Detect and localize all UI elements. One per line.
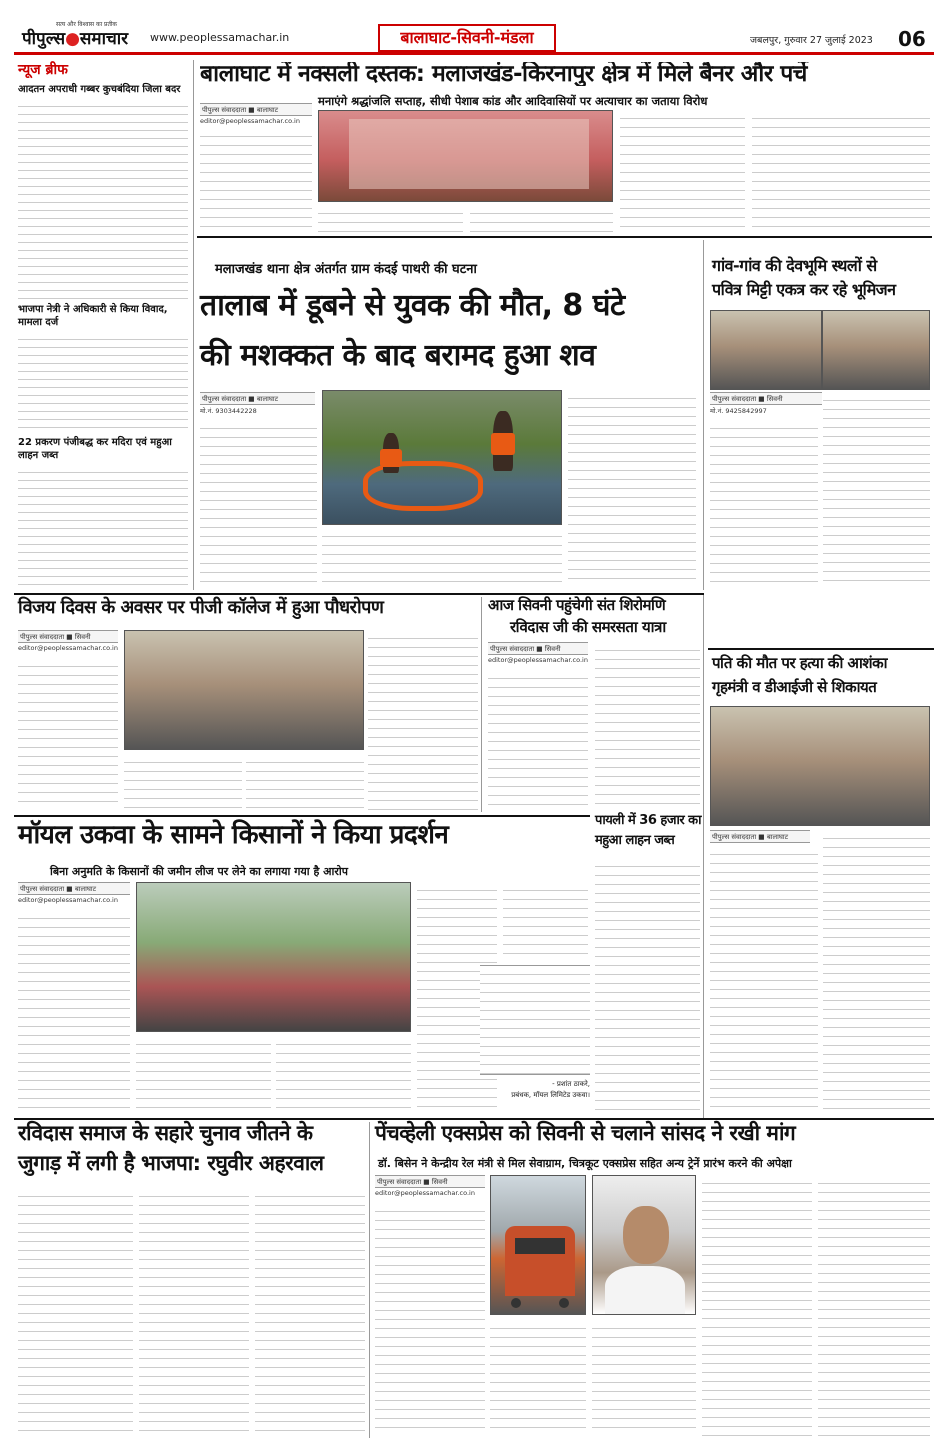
soil-headline-2: पवित्र मिट्टी एकत्र कर रहे भूमिजन — [712, 280, 896, 299]
moil-headline: मॉयल उकवा के सामने किसानों ने किया प्रदर्शन — [18, 820, 449, 850]
section-rule — [14, 593, 704, 595]
husband-body-col2 — [823, 830, 930, 1114]
page-number: 06 — [898, 27, 926, 51]
soil-phone: मो.नं. 9425842997 — [710, 407, 767, 415]
mahua-body — [595, 858, 700, 1110]
website-url: www.peoplessamachar.in — [150, 31, 290, 44]
portrait-shirt — [605, 1266, 685, 1315]
brief-body — [18, 465, 188, 585]
section-rule — [14, 815, 590, 817]
train-photo — [490, 1175, 586, 1315]
express-body-col3 — [592, 1320, 696, 1436]
naxal-banner-photo — [318, 110, 613, 202]
drowning-headline-2: की मशक्कत के बाद बरामद हुआ शव — [200, 338, 596, 373]
soil-photo-right — [822, 310, 930, 390]
moil-body-col1 — [18, 910, 130, 1110]
lead-body-col5 — [752, 110, 930, 228]
brand-tail: समाचार — [79, 29, 129, 49]
brand-logo — [22, 26, 128, 49]
election-headline-2: जुगाड़ में लगी है भाजपा: रघुवीर अहरवाल — [18, 1151, 324, 1175]
lifejacket — [380, 449, 402, 467]
complainants-photo — [710, 706, 930, 826]
drowning-kicker: मलाजखंड थाना क्षेत्र अंतर्गत ग्राम कंदई पाथरी की घटना — [215, 262, 477, 277]
moil-quote-box — [480, 965, 590, 1075]
column-rule — [703, 240, 704, 590]
husband-body-col1 — [710, 846, 818, 1114]
column-rule — [481, 597, 482, 812]
soil-headline-1: गांव-गांव की देवभूमि स्थलों से — [712, 256, 877, 275]
drowning-body-col3 — [568, 390, 696, 582]
moil-body-col2 — [136, 1036, 271, 1110]
rescue-boat-photo — [322, 390, 562, 525]
express-email: editor@peoplessamachar.co.in — [375, 1189, 475, 1197]
vijay-headline: विजय दिवस के अवसर पर पीजी कॉलेज में हुआ पौधरोपण — [18, 597, 384, 618]
protest-photo — [136, 882, 411, 1032]
husband-headline-2: गृहमंत्री व डीआईजी से शिकायत — [712, 678, 877, 696]
section-label: बालाघाट-सिवनी-मंडला — [378, 24, 556, 52]
moil-body-col3 — [276, 1036, 411, 1110]
ravidas-headline-2: रविदास जी की समरसता यात्रा — [510, 618, 666, 636]
wheel-icon — [511, 1298, 521, 1308]
election-body-col2 — [139, 1188, 249, 1436]
dateline: जबलपुर, गुरुवार 27 जुलाई 2023 — [750, 35, 873, 46]
moil-email: editor@peoplessamachar.co.in — [18, 896, 118, 904]
express-body-col5 — [818, 1175, 930, 1436]
brief-headline: 22 प्रकरण पंजीबद्ध कर मदिरा एवं महुआ लाहन जब्त — [18, 437, 172, 461]
lead-subheadline: मनाएंगे श्रद्धांजलि सप्ताह, सीधी पेशाब कांड और आदिवासियों पर अत्याचार का जताया विरोध — [318, 94, 708, 108]
ravidas-email: editor@peoplessamachar.co.in — [488, 656, 588, 664]
mp-portrait-photo — [592, 1175, 696, 1315]
quote-signature: - प्रशांत ठाकरे, — [552, 1080, 590, 1088]
moil-byline: पीपुल्स संवाददाता ■ बालाघाट — [18, 882, 130, 895]
brief-body — [18, 332, 188, 432]
brand-tagline: सत्य और विश्वास का प्रतीक — [56, 21, 118, 28]
brief-body — [18, 99, 188, 299]
column-rule — [193, 60, 194, 590]
section-rule — [14, 1118, 934, 1120]
ravidas-body-col2 — [595, 642, 700, 810]
locomotive — [505, 1226, 575, 1296]
drowning-body-col2 — [322, 528, 562, 582]
express-body-col2 — [490, 1320, 586, 1436]
lead-body-col3 — [470, 205, 613, 233]
election-body-col3 — [255, 1188, 365, 1436]
soil-body-col1 — [710, 420, 818, 585]
lead-email: editor@peoplessamachar.co.in — [200, 117, 300, 125]
vijay-body-col1 — [18, 658, 118, 810]
ravidas-headline-1: आज सिवनी पहुंचेगी संत शिरोमणि — [488, 596, 666, 614]
election-headline-1: रविदास समाज के सहारे चुनाव जीतने के — [18, 1121, 313, 1145]
lead-body-col4 — [620, 110, 745, 228]
soil-byline: पीपुल्स संवाददाता ■ सिवनी — [710, 392, 822, 405]
news-brief-label: न्यूज ब्रीफ — [18, 62, 68, 78]
drowning-phone: मो.नं. 9303442228 — [200, 407, 257, 415]
express-body-col1 — [375, 1203, 485, 1436]
husband-headline-1: पति की मौत पर हत्या की आशंका — [712, 654, 887, 672]
brand-dot: ● — [65, 29, 80, 49]
brand-main: पीपुल्स — [22, 29, 66, 49]
brief-headline: आदतन अपराधी गब्बर कुचबंदिया जिला बदर — [18, 84, 181, 95]
mahua-headline-1: पायली में 36 हजार का — [595, 813, 702, 828]
column-rule — [703, 595, 704, 1120]
lead-body-col1 — [200, 128, 312, 230]
masthead-rule — [14, 52, 934, 55]
plantation-photo — [124, 630, 364, 750]
wheel-icon — [559, 1298, 569, 1308]
vijay-email: editor@peoplessamachar.co.in — [18, 644, 118, 652]
drowning-headline-1: तालाब में डूबने से युवक की मौत, 8 घंटे — [200, 288, 625, 323]
moil-body-col5 — [503, 882, 588, 962]
soil-body-col2 — [823, 392, 930, 585]
column-rule — [369, 1122, 370, 1438]
banner-cloth — [349, 119, 589, 189]
lead-byline: पीपुल्स संवाददाता ■ बालाघाट — [200, 103, 312, 116]
express-body-col4 — [702, 1175, 812, 1436]
lead-headline: बालाघाट में नक्सली दस्तक: मलाजखंड-किरनापुर क्षेत्र में मिले बैनर और पर्चे — [200, 62, 807, 87]
locomotive-window — [515, 1238, 565, 1254]
ravidas-body-col1 — [488, 670, 588, 810]
express-headline: पेंचव्हेली एक्सप्रेस को सिवनी से चलाने सांसद ने रखी मांग — [375, 1121, 796, 1145]
express-subheadline: डॉ. बिसेन ने केन्द्रीय रेल मंत्री से मिल सेवाग्राम, चित्रकूट एक्सप्रेस सहित अन्य ट्रेनें प्रारंभ करने की अपेक्षा — [378, 1157, 792, 1170]
section-rule — [197, 236, 932, 238]
boat-icon — [363, 461, 483, 511]
quote-role: प्रबंधक, मॉयल लिमिटेड उकवा। — [511, 1091, 590, 1099]
masthead — [0, 0, 945, 52]
express-byline: पीपुल्स संवाददाता ■ सिवनी — [375, 1175, 485, 1188]
portrait-face — [623, 1206, 669, 1264]
vijay-body-col4 — [368, 630, 478, 810]
drowning-body-col1 — [200, 420, 317, 582]
ravidas-byline: पीपुल्स संवाददाता ■ सिवनी — [488, 642, 588, 655]
moil-subheadline: बिना अनुमति के किसानों की जमीन लीज पर लेने का लगाया गया है आरोप — [50, 865, 348, 878]
vijay-body-col2 — [124, 754, 242, 810]
election-body-col1 — [18, 1188, 133, 1436]
drowning-byline: पीपुल्स संवाददाता ■ बालाघाट — [200, 392, 315, 405]
vijay-byline: पीपुल्स संवाददाता ■ सिवनी — [18, 630, 118, 643]
brief-headline: भाजपा नेत्री ने अधिकारी से किया विवाद, मामला दर्ज — [18, 304, 168, 328]
news-brief-column — [18, 60, 188, 590]
section-rule — [708, 648, 934, 650]
mahua-headline-2: महुआ लाहन जब्त — [595, 833, 675, 848]
lead-body-col2 — [318, 205, 463, 233]
husband-byline: पीपुल्स संवाददाता ■ बालाघाट — [710, 830, 810, 843]
soil-photo-left — [710, 310, 822, 390]
vijay-body-col3 — [246, 754, 364, 810]
lifejacket — [491, 433, 515, 455]
